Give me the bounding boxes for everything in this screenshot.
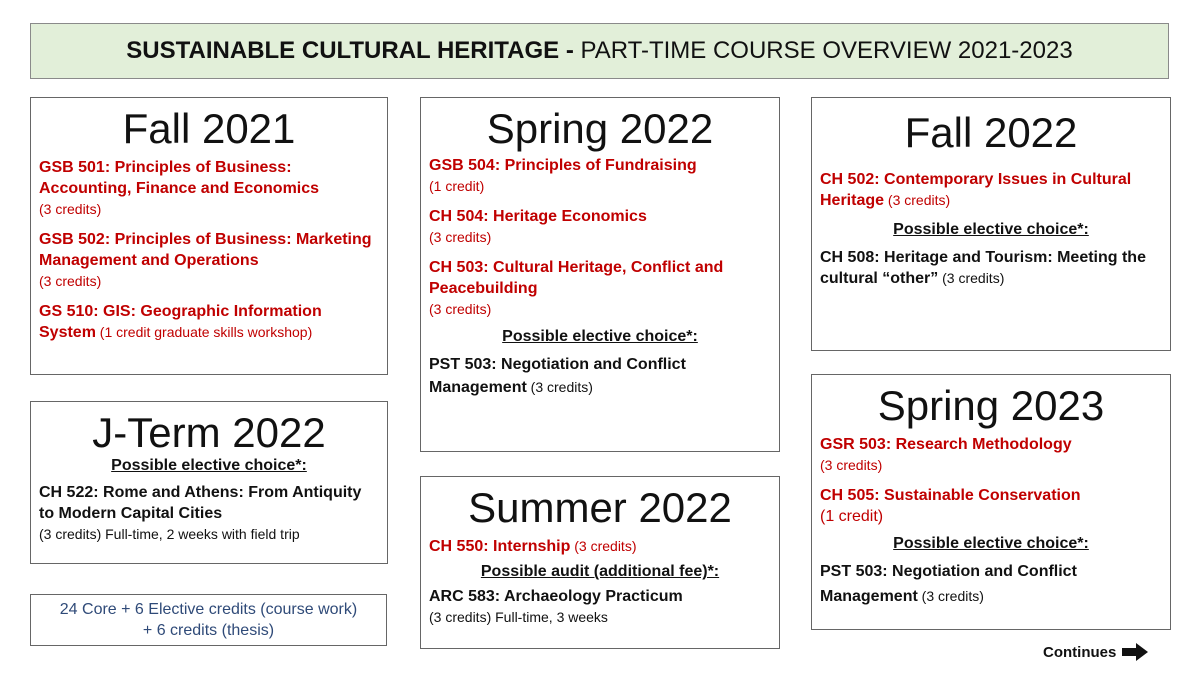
course-gsb502-credits: (3 credits) (39, 273, 102, 290)
course-gs510-credits: (1 credit graduate skills workshop) (95, 324, 313, 341)
course-ch522-credits: (3 credits) Full-time, 2 weeks with field trip (39, 526, 300, 543)
course-ch505-name: CH 505: Sustainable Conservation (820, 487, 1081, 505)
continues-label: Continues (1043, 643, 1117, 661)
course-arc583-name: ARC 583: Archaeology Practicum (429, 588, 683, 606)
course-gsb501-name: GSB 501: Principles of Business: Accounting, Finance and Economics (39, 159, 320, 198)
course-ch503 (429, 257, 771, 320)
spring-2023-title: Spring 2023 (877, 382, 1105, 429)
course-ch504 (429, 206, 771, 248)
course-ch522-name: CH 522: Rome and Athens: From Antiquity to Modern Capital Cities (39, 484, 362, 523)
spring-2022-elective-heading: Possible elective choice*: (502, 328, 698, 346)
course-gsb502 (39, 229, 379, 292)
course-pst503-spring22-name: PST 503: Negotiation and Conflict Management (429, 356, 686, 397)
credits-summary-line2: + 6 credits (thesis) (142, 622, 275, 639)
course-pst503-spring22 (429, 353, 771, 399)
course-ch508-name: CH 508: Heritage and Tourism: Meeting the cultural “other” (820, 249, 1146, 288)
course-ch502 (820, 169, 1162, 211)
fall-2022-box (811, 97, 1171, 351)
spring-2022-title: Spring 2022 (486, 105, 714, 152)
course-pst503-spring23-name: PST 503: Negotiation and Conflict Management (820, 563, 1077, 606)
course-ch502-credits: (3 credits) (884, 192, 951, 209)
summer-2022-box (420, 476, 780, 649)
course-gsr503-name: GSR 503: Research Methodology (820, 436, 1072, 454)
course-ch503-name: CH 503: Cultural Heritage, Conflict and Peacebuilding (429, 259, 724, 298)
course-ch504-credits: (3 credits) (429, 229, 492, 246)
course-ch550 (429, 536, 771, 557)
summer-2022-audit-heading: Possible audit (additional fee)*: (480, 563, 720, 581)
arrow-right-icon (1122, 643, 1148, 661)
jterm-2022-box (30, 401, 388, 564)
course-gs510 (39, 301, 379, 343)
course-ch502-name: CH 502: Contemporary Issues in Cultural Heritage (820, 171, 1132, 210)
course-gsb502-name: GSB 502: Principles of Business: Marketing Management and Operations (39, 231, 372, 270)
course-ch503-credits: (3 credits) (429, 301, 492, 318)
title-bold-part: SUSTAINABLE CULTURAL HERITAGE - (126, 37, 574, 64)
fall-2021-box (30, 97, 388, 375)
course-gsb501-credits: (3 credits) (39, 201, 102, 218)
jterm-elective-heading: Possible elective choice*: (111, 457, 307, 475)
course-pst503-spring23 (820, 560, 1162, 609)
fall-2022-title: Fall 2022 (904, 109, 1078, 156)
course-arc583 (429, 586, 771, 628)
page-title-banner (30, 23, 1169, 79)
course-gsb504 (429, 155, 771, 197)
course-ch508-credits: (3 credits) (938, 270, 1005, 287)
fall-2022-elective-heading: Possible elective choice*: (893, 221, 1089, 239)
course-gsr503-credits: (3 credits) (820, 457, 883, 474)
course-pst503-spring22-credits: (3 credits) (526, 379, 593, 396)
course-ch505-credits: (1 credit) (820, 508, 884, 526)
course-ch505 (820, 485, 1162, 527)
title-rest-part: PART-TIME COURSE OVERVIEW 2021-2023 (573, 37, 1073, 64)
credits-summary-box (30, 594, 387, 646)
course-gsb504-name: GSB 504: Principles of Fundraising (429, 157, 697, 175)
spring-2022-box (420, 97, 780, 452)
course-pst503-spring23-credits: (3 credits) (917, 588, 984, 605)
course-gsr503 (820, 434, 1162, 476)
continues-link[interactable] (1043, 643, 1148, 661)
course-gsb504-credits: (1 credit) (429, 178, 485, 195)
credits-summary-line1: 24 Core + 6 Elective credits (course work) (59, 601, 358, 618)
course-gs510-name: GS 510: GIS: Geographic Information System (39, 303, 322, 342)
spring-2023-box (811, 374, 1171, 630)
spring-2023-elective-heading: Possible elective choice*: (893, 535, 1089, 553)
course-ch508 (820, 247, 1162, 289)
fall-2021-title: Fall 2021 (122, 105, 296, 152)
course-ch504-name: CH 504: Heritage Economics (429, 208, 647, 226)
course-gsb501 (39, 157, 379, 220)
course-ch550-credits: (3 credits) (570, 538, 637, 555)
course-arc583-credits: (3 credits) Full-time, 3 weeks (429, 609, 608, 626)
jterm-2022-title: J-Term 2022 (92, 409, 326, 456)
course-ch550-name: CH 550: Internship (429, 538, 571, 556)
course-ch522 (39, 482, 379, 545)
summer-2022-title: Summer 2022 (468, 484, 732, 531)
